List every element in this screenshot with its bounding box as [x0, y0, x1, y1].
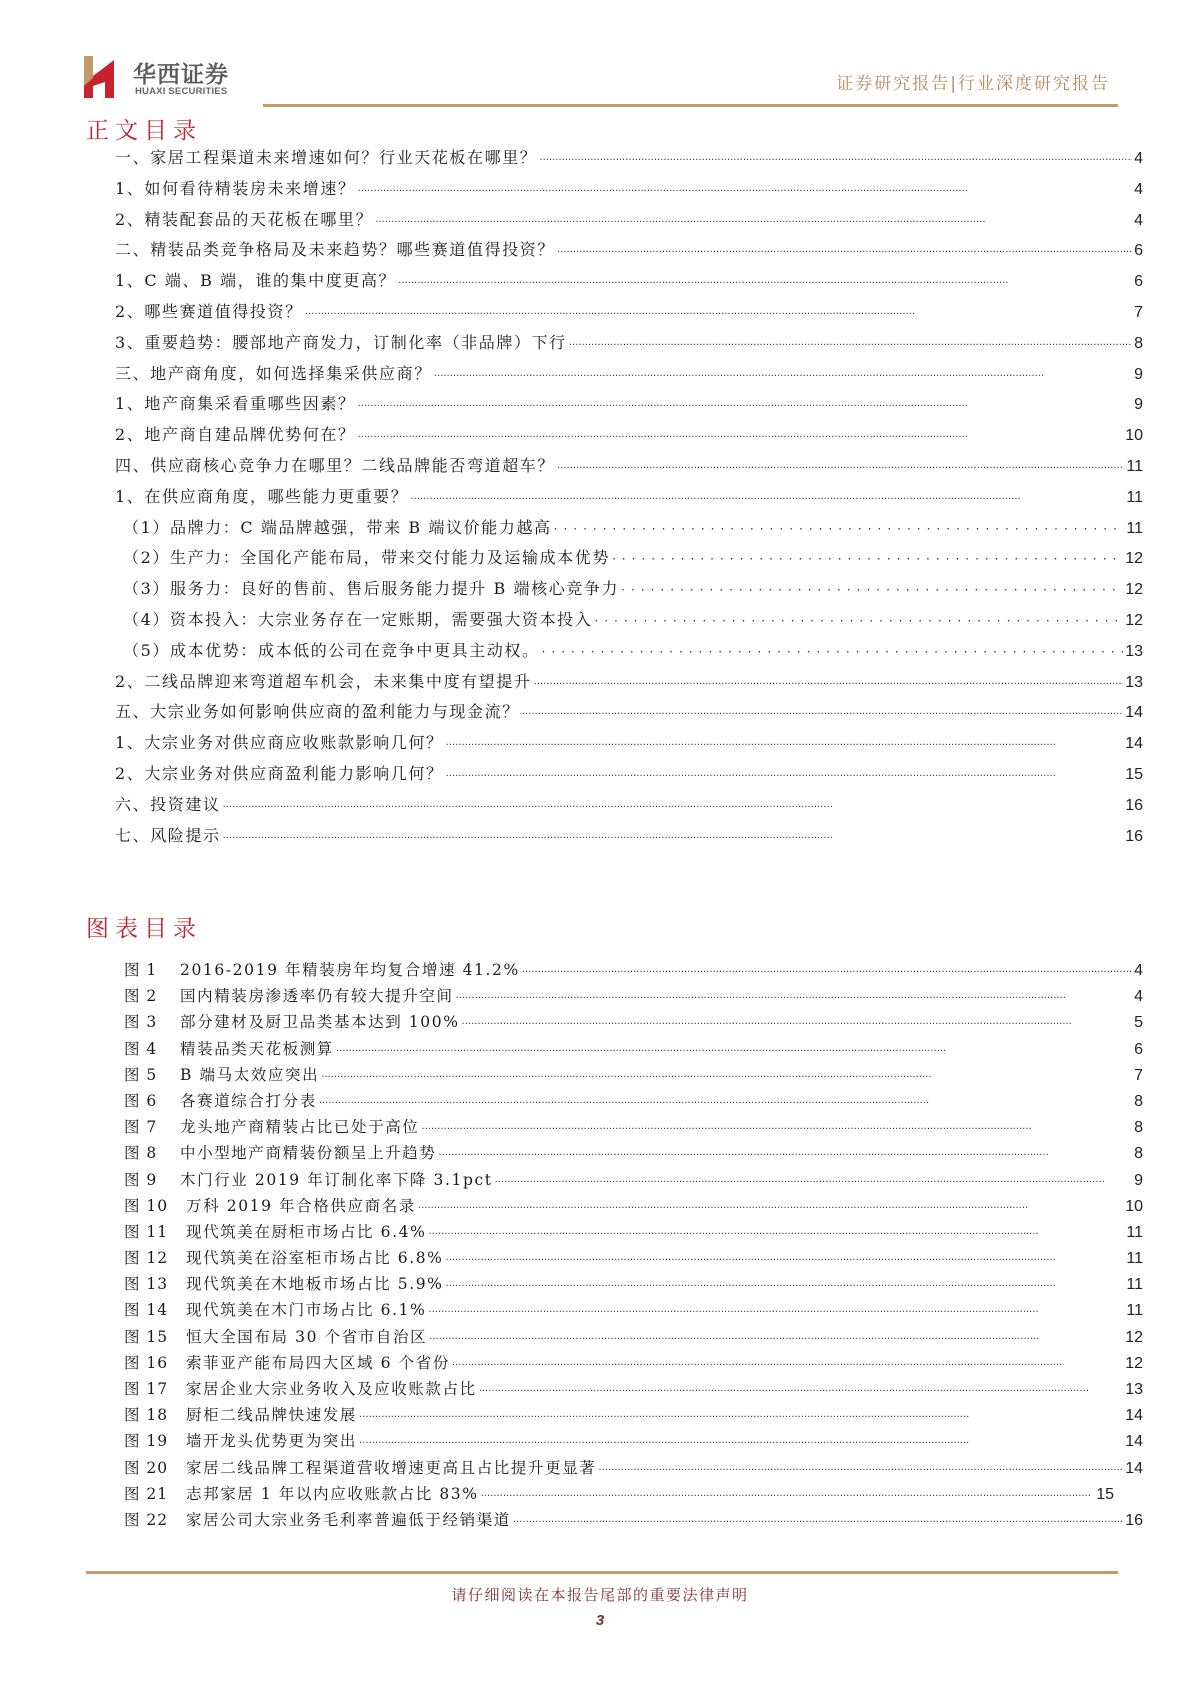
toc-item[interactable]: 2、精装配套品的天花板在哪里？ ····· 4: [115, 207, 1143, 238]
dot-leader: [359, 1438, 1123, 1449]
toc-item[interactable]: 四、供应商核心竞争力在哪里？二线品牌能否弯道超车？ ····· 11: [115, 453, 1143, 484]
huaxi-logo-icon: [84, 56, 114, 98]
dot-leader: [481, 1491, 1095, 1502]
toc-item[interactable]: 一、家居工程渠道未来增速如何？行业天花板在哪里？ ····· 4: [115, 145, 1143, 176]
figure-item[interactable]: 图 11 现代筑美在厨柜市场占比 6.4% ····· 11: [124, 1220, 1143, 1246]
figure-item[interactable]: 图 9 木门行业 2019 年订制化率下降 3.1pct ····· 9: [124, 1168, 1143, 1194]
dot-leader: [446, 1255, 1125, 1266]
dot-leader: [418, 1203, 1123, 1214]
report-type: 证券研究报告|行业深度研究报告: [836, 74, 1110, 94]
toc-item[interactable]: 六、投资建议 ····· 16: [115, 792, 1143, 823]
dot-leader: [594, 614, 1123, 628]
dot-leader: [513, 1517, 1123, 1528]
figure-item[interactable]: 图 1 2016-2019 年精装房年均复合增速 41.2% ····· 4: [124, 958, 1143, 984]
figure-item[interactable]: 图 18 厨柜二线品牌快速发展 ····· 14: [124, 1403, 1143, 1429]
dot-leader: [358, 186, 1133, 197]
toc-item[interactable]: 3、重要趋势：腰部地产商发力，订制化率（非品牌）下行 ····· 8: [115, 330, 1143, 361]
figure-item[interactable]: 图 17 家居企业大宗业务收入及应收账款占比 ····· 13: [124, 1377, 1143, 1403]
toc-item[interactable]: 五、大宗业务如何影响供应商的盈利能力与现金流？ ····· 14: [115, 699, 1143, 730]
header-divider: [263, 104, 1118, 107]
toc-item[interactable]: （3）服务力：良好的售前、售后服务能力提升 B 端核心竞争力 ····· 12: [115, 576, 1143, 607]
dot-leader: [612, 552, 1123, 566]
toc-item[interactable]: 1、在供应商角度，哪些能力更重要？ ····· 11: [115, 484, 1143, 515]
brand-name-en: HUAXI SECURITIES: [135, 86, 228, 97]
dot-leader: [446, 740, 1124, 751]
dot-leader: [539, 155, 1132, 166]
dot-leader: [557, 463, 1124, 474]
dot-leader: [429, 1334, 1123, 1345]
toc-title: 正文目录: [86, 118, 202, 144]
dot-leader: [410, 494, 1124, 505]
dot-leader: [479, 1386, 1124, 1397]
dot-leader: [375, 217, 1132, 228]
dot-leader: [557, 247, 1132, 258]
figure-item[interactable]: 图 12 现代筑美在浴室柜市场占比 6.8% ····· 11: [124, 1246, 1143, 1272]
toc-list: [115, 145, 1143, 853]
dot-leader: [446, 1281, 1125, 1292]
legal-notice: 请仔细阅读在本报告尾部的重要法律声明: [451, 1586, 749, 1604]
dot-leader: [358, 401, 1133, 412]
dot-leader: [319, 1098, 1132, 1109]
dot-leader: [554, 522, 1125, 536]
dot-leader: [421, 1124, 1132, 1135]
dot-leader: [598, 1465, 1123, 1476]
toc-item[interactable]: 七、风险提示 ····· 16: [115, 823, 1143, 854]
dot-leader: [462, 1019, 1133, 1030]
figures-title: 图表目录: [86, 916, 202, 942]
toc-item[interactable]: （5）成本优势：成本低的公司在竞争中更具主动权。 ····· 13: [115, 638, 1143, 669]
toc-item[interactable]: 二、精装品类竞争格局及未来趋势？哪些赛道值得投资？ ····· 6: [115, 237, 1143, 268]
dot-leader: [434, 371, 1132, 382]
figure-item[interactable]: 图 22 家居公司大宗业务毛利率普遍低于经销渠道 ····· 16: [124, 1508, 1143, 1534]
dot-leader: [452, 1360, 1123, 1371]
dot-leader: [446, 771, 1124, 782]
dot-leader: [522, 709, 1123, 720]
figure-item[interactable]: 图 14 现代筑美在木门市场占比 6.1% ····· 11: [124, 1298, 1143, 1324]
figure-item[interactable]: 图 7 龙头地产商精装占比已处于高位 ····· 8: [124, 1115, 1143, 1141]
figure-item[interactable]: 图 3 部分建材及厨卫品类基本达到 100% ····· 5: [124, 1010, 1143, 1036]
dot-leader: [359, 1412, 1123, 1423]
figure-item[interactable]: 图 15 恒大全国布局 30 个省市自治区 ····· 12: [124, 1325, 1143, 1351]
figure-item[interactable]: 图 20 家居二线品牌工程渠道营收增速更高且占比提升更显著 ····· 14: [124, 1456, 1143, 1482]
page-number: 3: [595, 1612, 605, 1629]
figure-item[interactable]: 图 5 B 端马太效应突出 ····· 7: [124, 1063, 1143, 1089]
figure-item[interactable]: 图 19 墙开龙头优势更为突出 ····· 14: [124, 1429, 1143, 1455]
dot-leader: [534, 679, 1124, 690]
figure-item[interactable]: 图 13 现代筑美在木地板市场占比 5.9% ····· 11: [124, 1272, 1143, 1298]
page-header: [0, 0, 1200, 115]
dot-leader: [223, 802, 1124, 813]
toc-item[interactable]: 2、地产商自建品牌优势何在？ ····· 10: [115, 422, 1143, 453]
dot-leader: [621, 583, 1123, 597]
dot-leader: [456, 993, 1132, 1004]
figures-list: [124, 958, 1143, 1534]
toc-item[interactable]: 三、地产商角度，如何选择集采供应商？ ····· 9: [115, 361, 1143, 392]
dot-leader: [398, 278, 1132, 289]
dot-leader: [358, 432, 1124, 443]
figure-item[interactable]: 图 10 万科 2019 年合格供应商名录 ····· 10: [124, 1194, 1143, 1220]
figure-item[interactable]: 图 8 中小型地产商精装份额呈上升趋势 ····· 8: [124, 1141, 1143, 1167]
dot-leader: [321, 1072, 1132, 1083]
footer-divider: [86, 1571, 1118, 1574]
dot-leader: [428, 1307, 1124, 1318]
toc-item[interactable]: 1、地产商集采看重哪些因素？ ····· 9: [115, 391, 1143, 422]
toc-item[interactable]: 1、如何看待精装房未来增速？ ····· 4: [115, 176, 1143, 207]
dot-leader: [336, 1046, 1132, 1057]
toc-item[interactable]: 1、C 端、B 端，谁的集中度更高？ ····· 6: [115, 268, 1143, 299]
figure-item[interactable]: 图 6 各赛道综合打分表 ····· 8: [124, 1089, 1143, 1115]
brand-name-cn: 华西证券: [133, 61, 229, 88]
toc-item[interactable]: （1）品牌力：C 端品牌越强，带来 B 端议价能力越高 ····· 11: [115, 515, 1143, 546]
dot-leader: [439, 1150, 1133, 1161]
toc-item[interactable]: （4）资本投入：大宗业务存在一定账期，需要强大资本投入 ····· 12: [115, 607, 1143, 638]
toc-item[interactable]: 2、二线品牌迎来弯道超车机会，未来集中度有望提升 ····· 13: [115, 669, 1143, 700]
toc-item[interactable]: （2）生产力：全国化产能布局，带来交付能力及运输成本优势 ····· 12: [115, 545, 1143, 576]
figure-item[interactable]: 图 2 国内精装房渗透率仍有较大提升空间 ····· 4: [124, 984, 1143, 1010]
toc-item[interactable]: 2、哪些赛道值得投资？ ····· 7: [115, 299, 1143, 330]
figure-item[interactable]: 图 21 志邦家居 1 年以内应收账款占比 83% ····· 15: [124, 1482, 1114, 1508]
dot-leader: [495, 1177, 1132, 1188]
dot-leader: [305, 309, 1132, 320]
dot-leader: [522, 967, 1132, 978]
toc-item[interactable]: 1、大宗业务对供应商应收账款影响几何？ ····· 14: [115, 730, 1143, 761]
figure-item[interactable]: 图 4 精装品类天花板测算 ····· 6: [124, 1037, 1143, 1063]
dot-leader: [428, 1229, 1124, 1240]
toc-item[interactable]: 2、大宗业务对供应商盈利能力影响几何？ ····· 15: [115, 761, 1143, 792]
figure-item[interactable]: 图 16 索菲亚产能布局四大区域 6 个省份 ····· 12: [124, 1351, 1143, 1377]
dot-leader: [569, 340, 1132, 351]
dot-leader: [542, 645, 1124, 659]
dot-leader: [223, 833, 1124, 844]
